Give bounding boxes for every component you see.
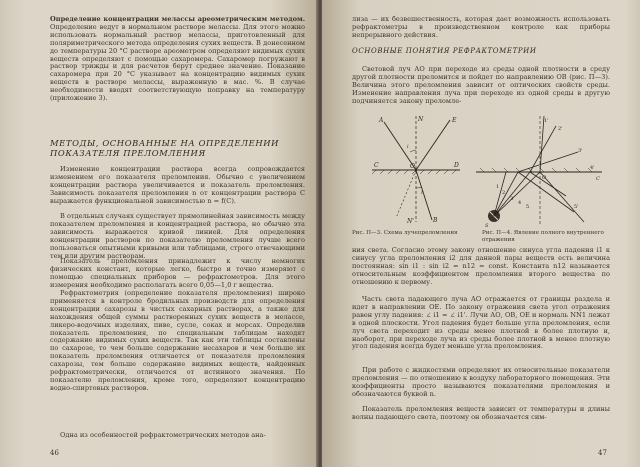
left-paragraph-4: Рефрактометрия (определение показателя преломления) широко применяется в контроле бродильных производств для определения концентрации сахарозы в чистых сахарных растворах, а также для нахождения общей суммы растворенных сухих веществ в мелассе, ликеро-водочных изделиях, пиве, сусле, соках и морсах. Определив показатель преломления, по специальным таблицам находят содержание видимых сухих веществ. Так как эти таблицы составлены по сахарозе, то чем больше содержание несахаров и чем больше их показатель преломления отличается от показателя преломления сахарозы, тем больше содержание видимых веществ, найденных рефрактометрически, отличается от истинного значения. По показателю преломления, кроме того, определяют концентрацию водно-спиртовых растворов. <box>50 289 305 392</box>
left-paragraph-1: Изменение концентрации раствора всегда сопровождается изменением его показателя преломления. Обычно с увеличением концентрации раствора увеличивается и показатель преломления. Зависимость показателя преломления n от концентрации раствора С выражается функциональной зависимостью n = f(C). <box>50 165 305 205</box>
right-paragraph-top: лиза — их безвешественность, которая дает возможность использовать рефрактометры в производственном контроле как приборы непрерывного действия. <box>352 15 610 39</box>
fig4-label-3-prime: 3' <box>578 148 583 154</box>
figure-4-caption: Рис. П—4. Явление полного внутреннего отражения <box>482 230 604 243</box>
fig3-label-e: E <box>452 117 457 124</box>
right-page <box>322 0 640 467</box>
fig4-label-3: 3 <box>510 196 514 202</box>
left-paragraph-2: В отдельных случаях существует прямолинейная зависимость между показателем преломления и концентрацией раствора, но обычно эта зависимость выражается кривой линией. Для определения концентрации растворов по показателю преломления лучше всего пользоваться опытными кривыми или таблицами, строго отвечающими тем или другим растворам. <box>50 212 305 260</box>
right-paragraph-3: Часть света падающего луча АО отражается от границы раздела и идет в направлении ОЕ. По закону отражения света угол отражения равен углу падения: ∠ i1 = ∠ i1'. Лучи АО, ОВ, ОЕ и нормаль NN1 лежат в одной плоскости. Угол падения будет больше угла преломления, если луч света переходит из среды менее плотной в более плотную и, наоборот, при переходе луча из среды более плотной в менее плотную угол падения всегда будет меньше угла преломления. <box>352 295 610 351</box>
figure-3-caption: Рис. П—3. Схема лучепреломления <box>352 230 458 236</box>
fig4-label-2-prime: 2' <box>558 126 563 132</box>
section-heading-methods: МЕТОДЫ, ОСНОВАННЫЕ НА ОПРЕДЕЛЕНИИ ПОКАЗАТЕЛЯ ПРЕЛОМЛЕНИЯ <box>50 138 280 158</box>
page-number-left: 46 <box>50 449 59 457</box>
intro-heading: Определение концентрации мелассы ареометрическим методом. <box>50 15 305 23</box>
intro-block <box>50 16 305 103</box>
right-paragraph-1: Световой луч АО при переходе из среды одной плотности в среду другой плотности преломится и пойдет по направлению ОВ (рис. П—3). Величина этого преломления зависит от оптических свойств среды. Изменение направления луча при переходе из одной среды в другую подчиняется закону преломле- <box>352 65 610 105</box>
fig4-label-o: O <box>542 175 547 181</box>
fig3-label-o: O <box>410 163 415 170</box>
fig3-label-i: i <box>407 144 409 150</box>
fig4-label-c: C <box>596 176 600 182</box>
page-number-right: 47 <box>598 449 607 457</box>
fig3-label-n: N <box>418 116 424 123</box>
right-paragraph-4: При работе с жидкостями определяют их относительные показатели преломления — по отношению к воздуху лабораторного помещения. Эти коэффициенты просто называются показателями преломления и обозначаются буквой n. <box>352 366 610 398</box>
intro-paragraph: Определение ведут в нормальном растворе мелассы. Для этого можно использовать нормальный раствор мелассы, приготовленный для поляриметрического метода определения сухих веществ. В донесенном до температуры 20 °С растворе ареометром определяют видимых сухих веществ определяют с помощью сахаромера. Сахаромер погружают в раствор трижды и для расчетов берут среднее значение. Показание сахаромера при 20 °С указывает на концентрацию видимых сухих веществ в растворе мелассы, выраженную в мас. %. В случае необходимости вводят соответствующую поправку на температуру (приложение 3). <box>50 22 305 103</box>
fig4-label-s: S <box>485 223 489 229</box>
section-heading-basics: ОСНОВНЫЕ ПОНЯТИЯ РЕФРАКТОМЕТРИИ <box>352 47 537 55</box>
fig3-label-r: r <box>421 190 424 196</box>
fig3-label-a: A <box>379 117 384 124</box>
figure-total-internal-reflection <box>474 112 604 230</box>
fig4-label-1: 1 <box>496 184 500 190</box>
right-paragraph-5: Показатель преломления веществ зависит от температуры и длины волны падающего света, поэтому он обозначается сим- <box>352 405 610 421</box>
left-paragraph-3: Показатель преломления принадлежит к числу немногих физических констант, которые легко, быстро и точно измеряют с помощью специальных приборов — рефрактометров. Для этого измерения необходимо располагать всего 0,05—1,0 г вещества. <box>50 257 305 289</box>
fig4-label-1-prime: 1' <box>544 118 549 124</box>
fig4-label-5: 5 <box>526 204 530 210</box>
fig4-label-4-prime: 4' <box>590 165 595 171</box>
left-page <box>0 0 318 467</box>
fig4-label-5-prime: 5' <box>574 204 579 210</box>
figure-refraction <box>370 112 462 226</box>
fig3-label-c: C <box>374 162 379 169</box>
left-paragraph-5: Одна из особенностей рефрактометрических методов ана- <box>60 431 266 439</box>
right-paragraph-2: ния света. Согласно этому закону отношение синуса угла падения i1 к синусу угла преломления i2 для данной пары веществ есть величина постоянная: sin i1 : sin i2 = n12 = const. Константа n12 называется относительным коэффициентом преломления второго вещества по отношению к первому. <box>352 246 610 286</box>
fig4-label-4: 4 <box>518 200 522 206</box>
fig3-label-d: D <box>454 162 459 169</box>
fig4-label-2: 2 <box>502 190 506 196</box>
fig3-label-b: B <box>433 217 438 224</box>
fig3-label-n-prime: N' <box>407 218 414 225</box>
